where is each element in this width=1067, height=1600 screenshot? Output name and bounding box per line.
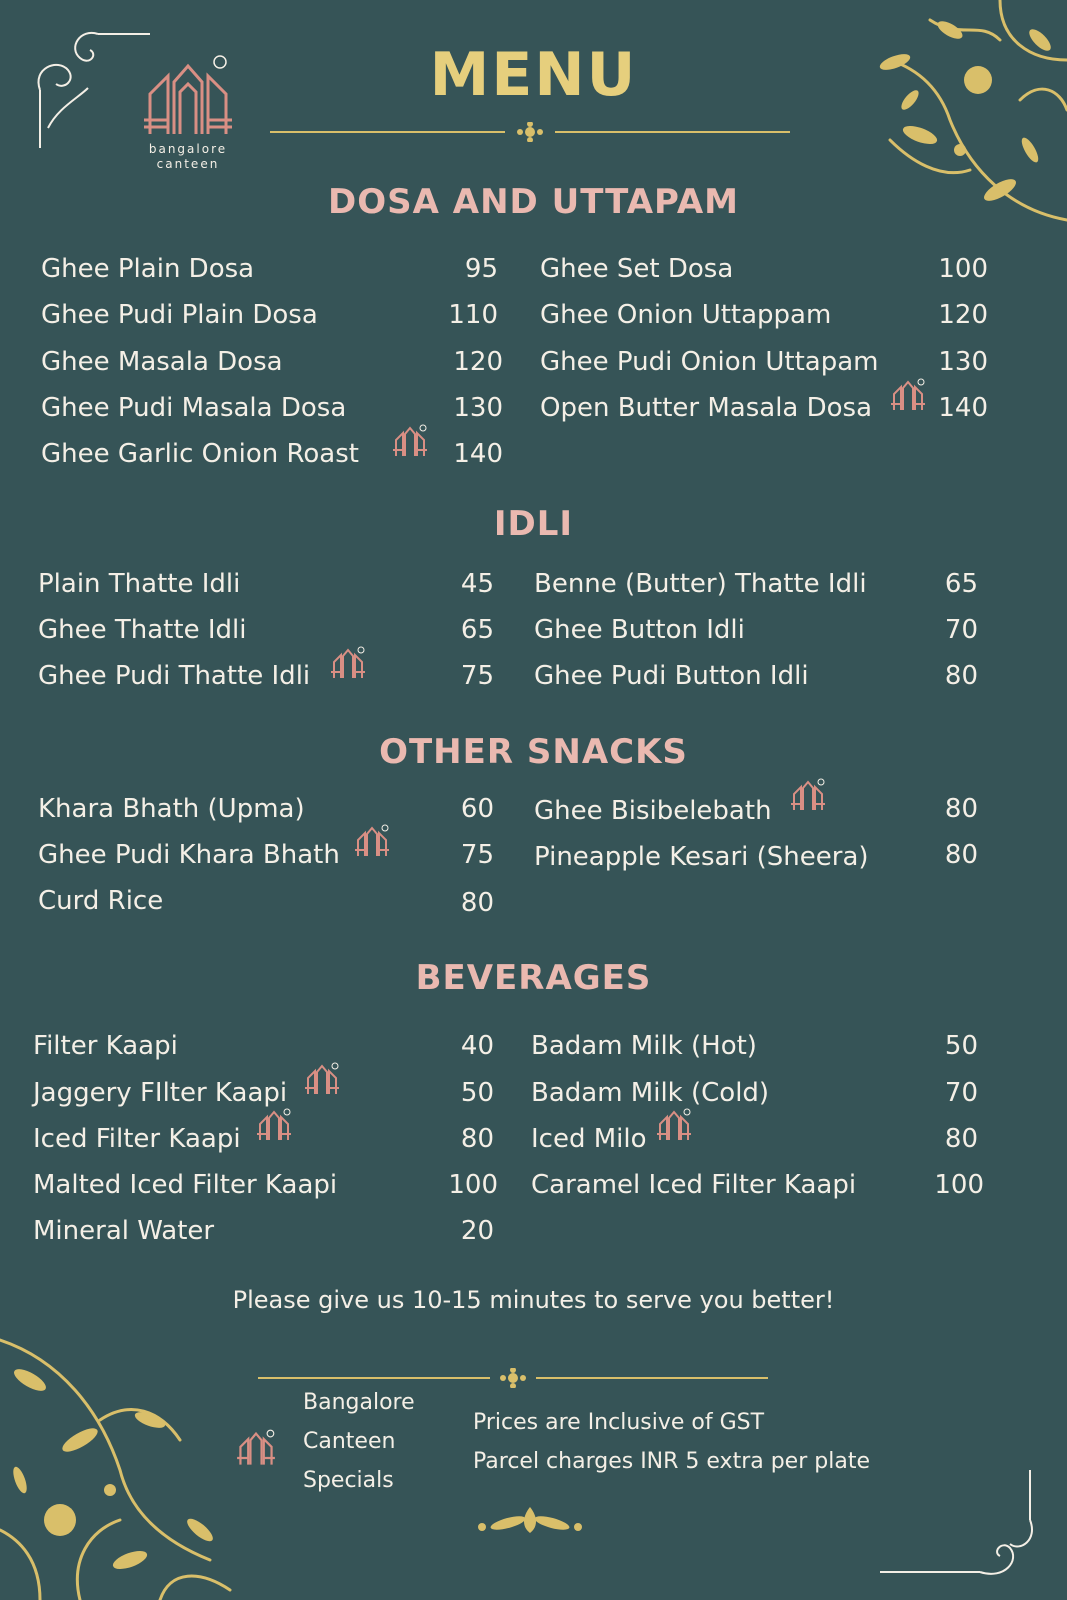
section-title-snacks: OTHER SNACKS: [379, 732, 688, 772]
special-logo-icon: [330, 646, 366, 684]
scroll-ornament-bottom-right: [880, 1460, 1040, 1580]
menu-item-name: Ghee Pudi Masala Dosa: [41, 393, 347, 423]
menu-item-name: Ghee Plain Dosa: [41, 254, 255, 284]
menu-item-name: Curd Rice: [38, 886, 164, 916]
brand-name-line1: bangalore: [148, 142, 228, 156]
special-logo-icon: [790, 778, 826, 816]
menu-item-price: 80: [460, 1124, 494, 1154]
menu-item-price: 40: [460, 1031, 494, 1061]
menu-item-price: 50: [460, 1078, 494, 1108]
menu-item-name: Ghee Pudi Plain Dosa: [41, 300, 318, 330]
menu-item-price: 20: [460, 1216, 494, 1246]
legend-special-logo-icon: [236, 1428, 276, 1472]
menu-item-name: Ghee Onion Uttappam: [540, 300, 832, 330]
menu-item-price: 80: [944, 794, 978, 824]
menu-item-name: Badam Milk (Hot): [531, 1031, 757, 1061]
menu-item-name: Open Butter Masala Dosa: [540, 393, 873, 423]
menu-item-price: 60: [460, 794, 494, 824]
special-logo-icon: [256, 1108, 292, 1146]
menu-item-name: Malted Iced Filter Kaapi: [33, 1170, 338, 1200]
menu-item-name: Ghee Pudi Thatte Idli: [38, 661, 311, 691]
menu-item-price: 120: [938, 300, 988, 330]
menu-item-name: Iced Filter Kaapi: [33, 1124, 241, 1154]
menu-item-name: Plain Thatte Idli: [38, 569, 241, 599]
menu-item-price: 80: [944, 661, 978, 691]
menu-item-price: 65: [944, 569, 978, 599]
menu-item-name: Ghee Set Dosa: [540, 254, 734, 284]
menu-item-price: 80: [944, 1124, 978, 1154]
menu-item-price: 95: [464, 254, 498, 284]
bottom-ornament: [470, 1505, 590, 1535]
menu-item-price: 70: [944, 1078, 978, 1108]
menu-item-name: Ghee Pudi Khara Bhath: [38, 840, 340, 870]
menu-item-name: Pineapple Kesari (Sheera): [534, 842, 869, 872]
gst-note: Prices are Inclusive of GST: [473, 1410, 765, 1435]
menu-item-name: Ghee Pudi Onion Uttapam: [540, 347, 879, 377]
menu-item-price: 130: [453, 393, 503, 423]
menu-item-price: 75: [460, 661, 494, 691]
menu-item-price: 50: [944, 1031, 978, 1061]
menu-item-price: 65: [460, 615, 494, 645]
menu-item-price: 140: [938, 393, 988, 423]
menu-item-price: 110: [448, 300, 498, 330]
menu-item-price: 120: [453, 347, 503, 377]
menu-item-price: 140: [453, 439, 503, 469]
menu-item-name: Iced Milo: [531, 1124, 647, 1154]
menu-item-name: Ghee Masala Dosa: [41, 347, 283, 377]
menu-item-price: 80: [460, 888, 494, 918]
page-title: MENU: [429, 40, 638, 110]
service-time-note: Please give us 10-15 minutes to serve you better!: [232, 1286, 835, 1314]
menu-item-price: 100: [934, 1170, 984, 1200]
menu-item-name: Mineral Water: [33, 1216, 215, 1246]
floral-corner-bottom-left: [0, 1320, 260, 1600]
special-logo-icon: [354, 824, 390, 862]
menu-item-price: 100: [938, 254, 988, 284]
menu-item-name: Ghee Garlic Onion Roast: [41, 439, 359, 469]
menu-item-name: Ghee Button Idli: [534, 615, 745, 645]
section-title-idli: IDLI: [493, 504, 574, 544]
menu-item-price: 100: [448, 1170, 498, 1200]
menu-item-price: 130: [938, 347, 988, 377]
menu-item-name: Caramel Iced Filter Kaapi: [531, 1170, 857, 1200]
section-title-dosa: DOSA AND UTTAPAM: [328, 182, 739, 222]
special-logo-icon: [656, 1108, 692, 1146]
legend-line3: Specials: [303, 1468, 394, 1493]
section-title-beverages: BEVERAGES: [415, 958, 652, 998]
menu-item-price: 70: [944, 615, 978, 645]
menu-item-name: Ghee Bisibelebath: [534, 796, 772, 826]
menu-item-name: Jaggery FIlter Kaapi: [33, 1078, 288, 1108]
menu-item-price: 45: [460, 569, 494, 599]
legend-line2: Canteen: [303, 1429, 396, 1454]
menu-item-name: Ghee Pudi Button Idli: [534, 661, 809, 691]
legend-line1: Bangalore: [303, 1390, 415, 1415]
menu-item-name: Filter Kaapi: [33, 1031, 178, 1061]
brand-name-line2: canteen: [156, 157, 220, 171]
menu-item-name: Benne (Butter) Thatte Idli: [534, 569, 867, 599]
menu-item-price: 80: [944, 840, 978, 870]
parcel-note: Parcel charges INR 5 extra per plate: [473, 1449, 870, 1474]
special-logo-icon: [304, 1062, 340, 1100]
menu-item-name: Khara Bhath (Upma): [38, 794, 305, 824]
menu-item-price: 75: [460, 840, 494, 870]
menu-item-name: Ghee Thatte Idli: [38, 615, 247, 645]
title-divider: [270, 122, 790, 142]
menu-item-name: Badam Milk (Cold): [531, 1078, 770, 1108]
